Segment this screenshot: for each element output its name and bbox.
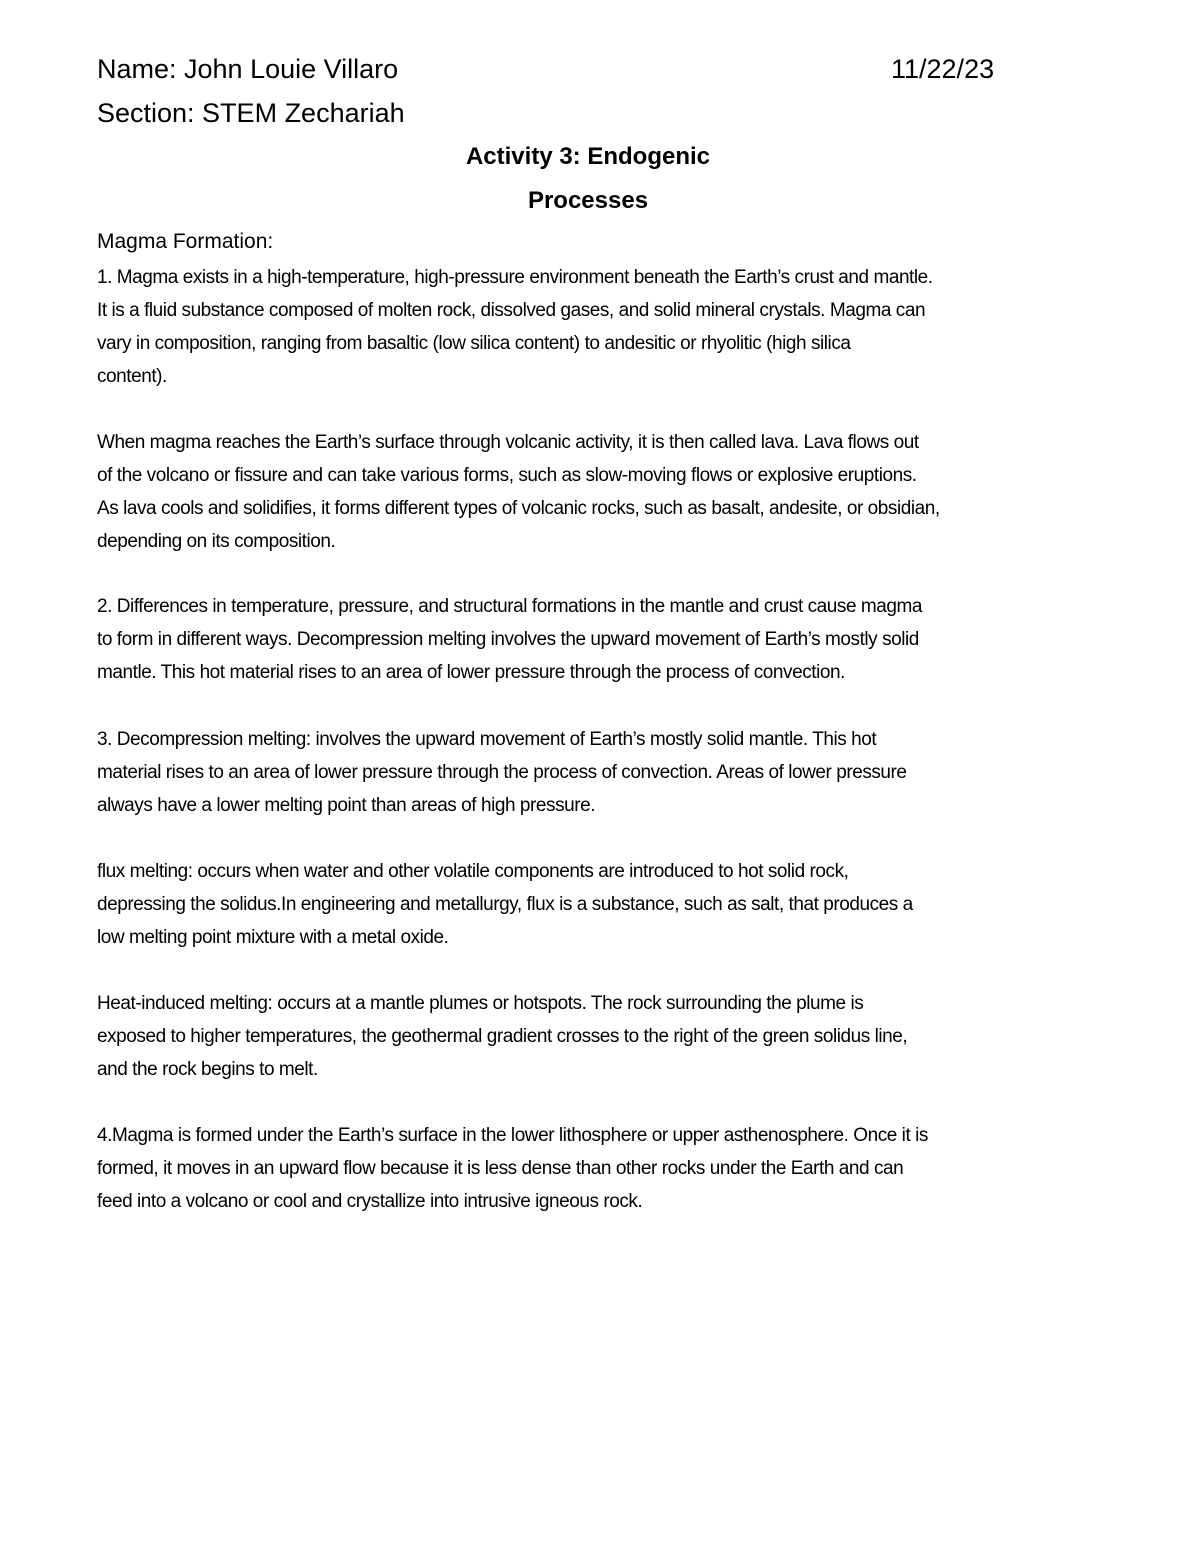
paragraph-line: formed, it moves in an upward flow because it is less dense than other rocks under the Earth and can: [97, 1158, 904, 1179]
paragraph-line: 2. Differences in temperature, pressure, and structural formations in the mantle and crust cause magma: [97, 596, 923, 617]
document-title-line-2: Processes: [527, 187, 649, 214]
paragraph-line: Heat-induced melting: occurs at a mantle plumes or hotspots. The rock surrounding the plume is: [97, 993, 864, 1014]
document-title-line-1: Activity 3: Endogenic: [465, 143, 711, 170]
paragraph-lava: [97, 426, 1137, 558]
paragraph-line: exposed to higher temperatures, the geothermal gradient crosses to the right of the green solidus line,: [97, 1026, 908, 1047]
paragraph-line: and the rock begins to melt.: [97, 1059, 318, 1080]
paragraph-line: 4.Magma is formed under the Earth’s surface in the lower lithosphere or upper asthenosphere. Once it is: [97, 1125, 928, 1146]
paragraph-line: vary in composition, ranging from basaltic (low silica content) to andesitic or rhyolitic (high silica: [97, 333, 851, 354]
paragraph-line: depressing the solidus.In engineering and metallurgy, flux is a substance, such as salt, that produces a: [97, 894, 913, 915]
paragraph-line: always have a lower melting point than areas of high pressure.: [97, 795, 596, 816]
paragraph-line: material rises to an area of lower pressure through the process of convection. Areas of lower pressure: [97, 762, 907, 783]
paragraph-line: flux melting: occurs when water and other volatile components are introduced to hot solid rock,: [97, 861, 849, 882]
paragraph-magma-formation-differences: [97, 590, 1137, 689]
paragraph-line: When magma reaches the Earth’s surface through volcanic activity, it is then called lava. Lava flows out: [97, 432, 919, 453]
paragraph-line: content).: [97, 366, 167, 387]
paragraph-line: 1. Magma exists in a high-temperature, high-pressure environment beneath the Earth’s crust and mantle.: [97, 267, 933, 288]
paragraph-line: It is a fluid substance composed of molten rock, dissolved gases, and solid mineral crystals. Magma can: [97, 300, 926, 321]
student-section: Section: STEM Zechariah: [97, 98, 405, 128]
paragraph-line: of the volcano or fissure and can take various forms, such as slow-moving flows or explosive eruptions.: [97, 465, 917, 486]
paragraph-line: feed into a volcano or cool and crystallize into intrusive igneous rock.: [97, 1191, 643, 1212]
document-date: 11/22/23: [891, 54, 995, 84]
paragraph-line: low melting point mixture with a metal oxide.: [97, 927, 449, 948]
paragraph-magma-environment: [97, 261, 1137, 393]
paragraph-line: mantle. This hot material rises to an area of lower pressure through the process of convection.: [97, 662, 845, 683]
paragraph-line: 3. Decompression melting: involves the upward movement of Earth’s mostly solid mantle. This hot: [97, 729, 877, 750]
paragraph-line: to form in different ways. Decompression melting involves the upward movement of Earth’s mostly solid: [97, 629, 919, 650]
paragraph-line: depending on its composition.: [97, 531, 336, 552]
paragraph-magma-movement: [97, 1119, 1137, 1218]
paragraph-decompression-melting: [97, 723, 1137, 822]
paragraph-flux-melting: [97, 855, 1137, 954]
student-name: Name: John Louie Villaro: [97, 54, 399, 84]
paragraph-line: As lava cools and solidifies, it forms different types of volcanic rocks, such as basalt, andesite, or obsidian,: [97, 498, 940, 519]
section-heading: Magma Formation:: [97, 230, 274, 253]
paragraph-heat-induced-melting: [97, 987, 1137, 1086]
